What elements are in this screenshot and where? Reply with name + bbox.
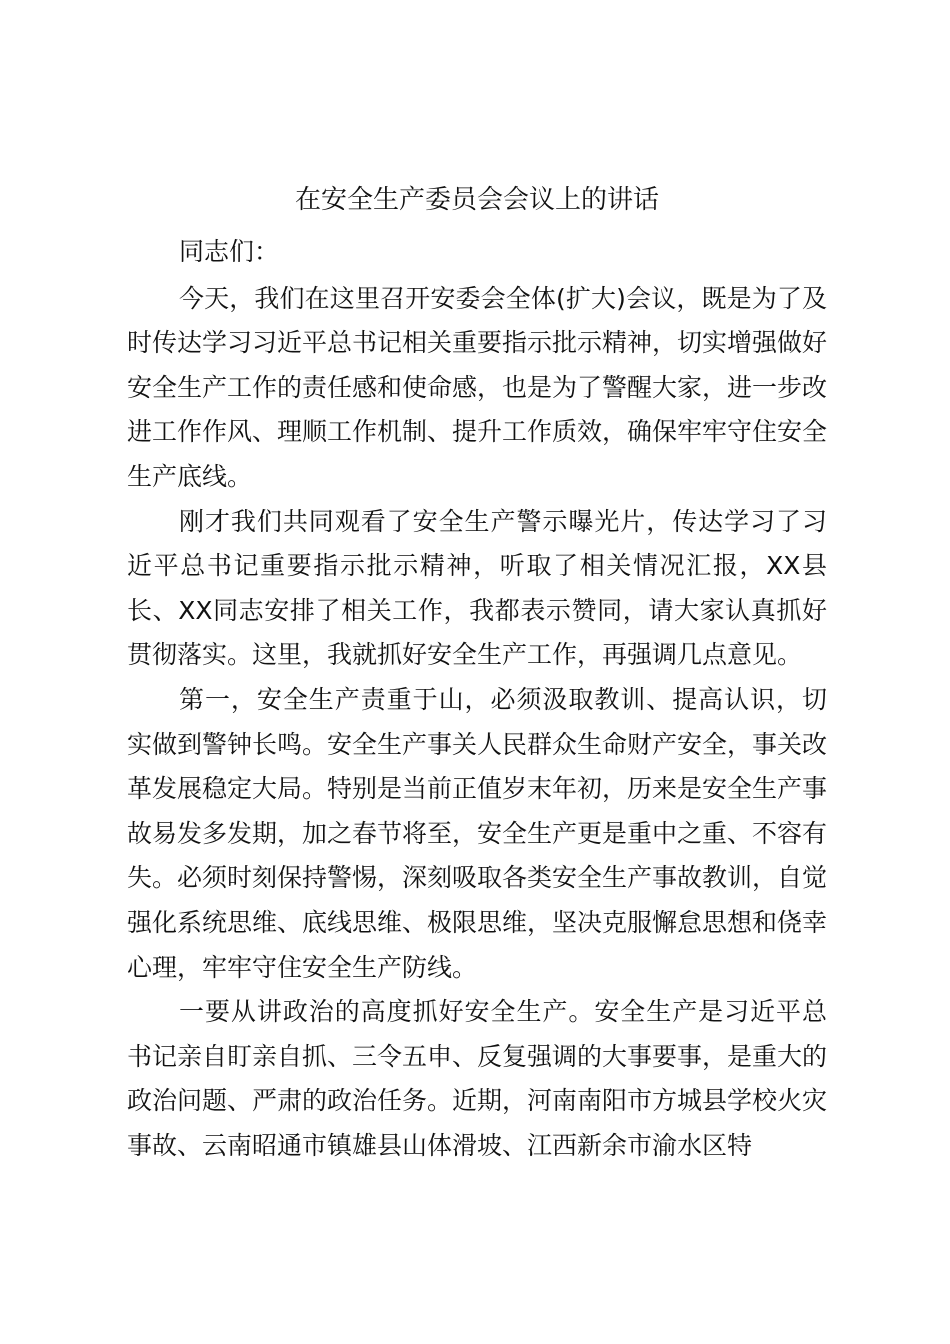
paragraph-2: 刚才我们共同观看了安全生产警示曝光片，传达学习了习近平总书记重要指示批示精神，听取了相关情况汇报，XX县长、XX同志安排了相关工作，我都表示赞同，请大家认真抓好贯彻落实。这里，我就抓好安全生产工作，再强调几点意见。: [127, 506, 827, 670]
paragraph-3: 第一，安全生产责重于山，必须汲取教训、提高认识，切实做到警钟长鸣。安全生产事关人民群众生命财产安全，事关改革发展稳定大局。特别是当前正值岁末年初，历来是安全生产事故易发多发期，加之春节将至，安全生产更是重中之重、不容有失。必须时刻保持警惕，深刻吸取各类安全生产事故教训，自觉强化系统思维、底线思维、极限思维，坚决克服懈怠思想和侥幸心理，牢牢守住安全生产防线。: [127, 684, 828, 982]
document-title: 在安全生产委员会会议上的讲话: [294, 185, 659, 215]
document-page: [127, 170, 827, 1168]
greeting: 同志们：: [179, 237, 280, 266]
paragraph-1: 今天，我们在这里召开安委会全体(扩大)会议，既是为了及时传达学习习近平总书记相关重要指示批示精神，切实增强做好安全生产工作的责任感和使命感，也是为了警醒大家，进一步改进工作作风、理顺工作机制、提升工作质效，确保牢牢守住安全生产底线。: [127, 283, 828, 491]
paragraph-4: 一要从讲政治的高度抓好安全生产。安全生产是习近平总书记亲自盯亲自抓、三令五申、反复强调的大事要事，是重大的政治问题、严肃的政治任务。近期，河南南阳市方城县学校火灾事故、云南昭通市镇雄县山体滑坡、江西新余市渝水区特: [127, 997, 828, 1160]
